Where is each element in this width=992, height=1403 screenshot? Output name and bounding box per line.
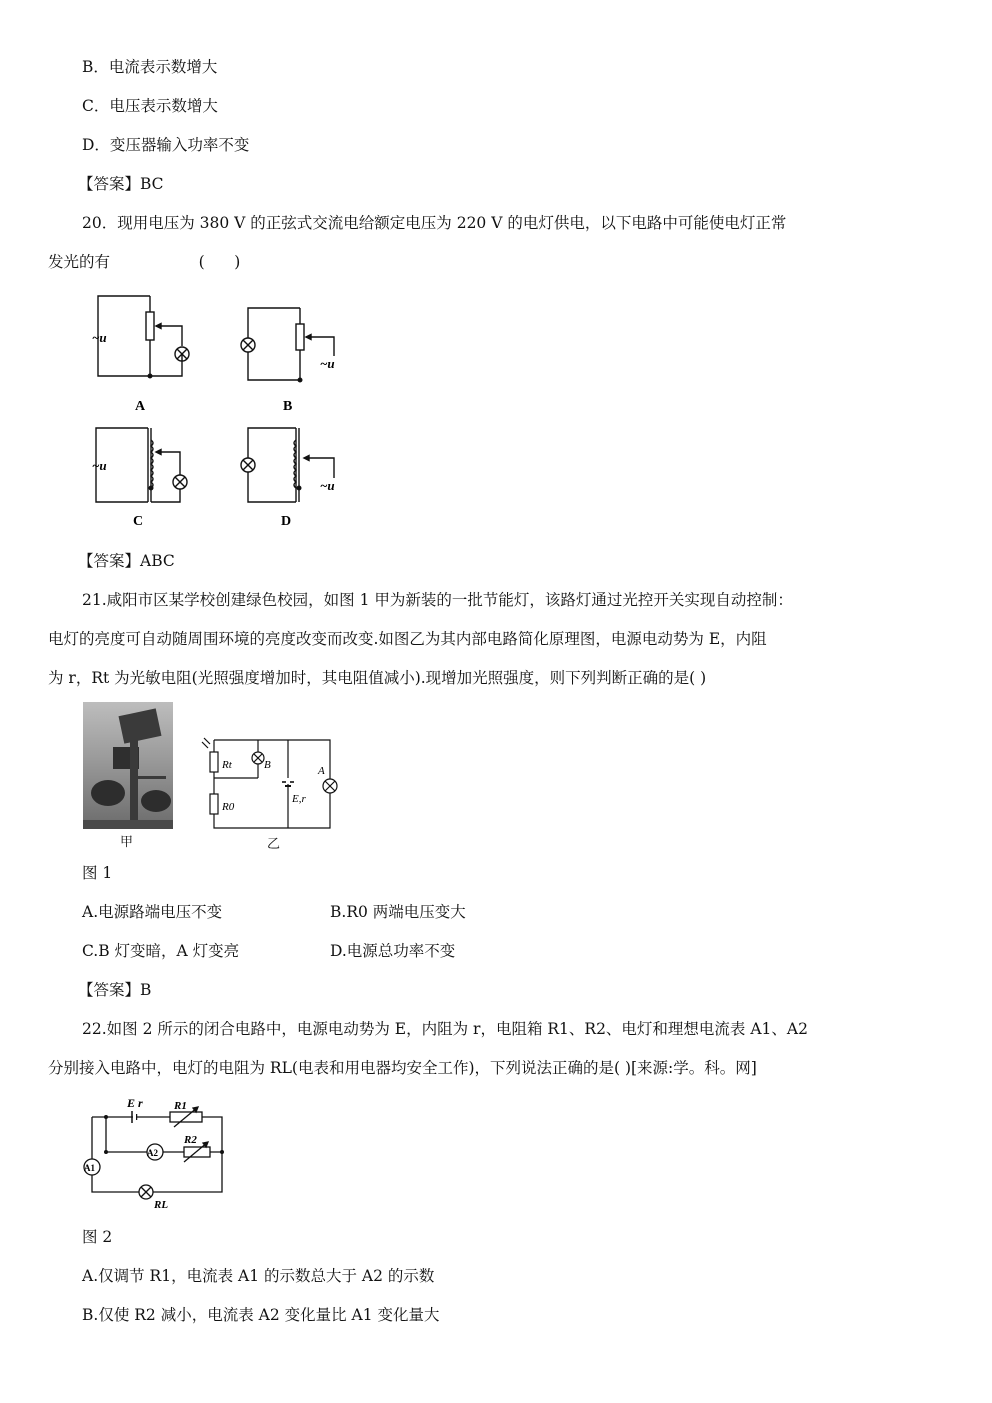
fig2-ammeter-a1: A1 (84, 1163, 95, 1173)
q21-option-c: C.B 灯变暗，A 灯变亮 (82, 942, 240, 960)
q21-option-b: B.R0 两端电压变大 (330, 903, 466, 921)
q21-line-2: 电灯的亮度可自动随周围环境的亮度改变而改变.如图乙为其内部电路简化原理图，电源电动势为 E，内阻 (48, 630, 767, 648)
q20-label-a: A (135, 399, 146, 414)
fig2-circuit (78, 1095, 238, 1213)
fig2-title: 图 2 (82, 1228, 113, 1246)
q19-option-d: D．变压器输入功率不变 (82, 136, 250, 154)
q20d-source-label: ~u (320, 478, 335, 493)
q20b-source-label: ~u (320, 356, 335, 371)
fig2-rl-label: RL (154, 1199, 169, 1211)
q20-label-d: D (281, 514, 292, 529)
q22-line-1: 22.如图 2 所示的闭合电路中，电源电动势为 E，内阻为 r，电阻箱 R1、R2、电灯和理想电流表 A1、A2 (82, 1020, 808, 1038)
q22-option-a: A.仅调节 R1，电流表 A1 的示数总大于 A2 的示数 (82, 1267, 435, 1285)
fig1-source-label: E,r (292, 793, 306, 805)
q21-line-3: 为 r，Rt 为光敏电阻(光照强度增加时，其电阻值减小).现增加光照强度，则下列判断正确的是( ) (48, 669, 707, 687)
q20c-source-label: ~u (92, 458, 107, 473)
street-lamp-photo (83, 702, 173, 829)
fig2-source-label: E r (127, 1096, 143, 1110)
q20a-source-label: ~u (92, 330, 107, 345)
q20-circuits (80, 290, 360, 535)
q20-label-b: B (283, 399, 293, 414)
fig1-lamp-b-label: B (264, 759, 271, 771)
q21-option-d: D.电源总功率不变 (330, 942, 456, 960)
q19-option-c: C．电压表示数增大 (82, 97, 218, 115)
q20-label-c: C (133, 514, 144, 529)
fig2-r1-label: R1 (174, 1100, 187, 1112)
fig1-lamp-a-label: A (318, 765, 325, 777)
q21-line-1: 21.咸阳市区某学校创建绿色校园，如图 1 甲为新装的一批节能灯，该路灯通过光控开关实现自动控制： (82, 591, 793, 609)
fig1-circuit (200, 730, 350, 840)
q20-line-1: 20．现用电压为 380 V 的正弦式交流电给额定电压为 220 V 的电灯供电，以下电路中可能使电灯正常 (82, 214, 787, 232)
fig1-r0-label: R0 (222, 801, 235, 813)
fig1-rt-label: Rt (222, 759, 232, 771)
q22-option-b: B.仅使 R2 减小，电流表 A2 变化量比 A1 变化量大 (82, 1306, 440, 1324)
q19-option-b: B．电流表示数增大 (82, 58, 218, 76)
q20-line-2: 发光的有 ( ) (48, 253, 241, 271)
q19-answer: 【答案】BC (78, 175, 164, 193)
q20-answer: 【答案】ABC (78, 552, 175, 570)
fig2-r2-label: R2 (184, 1134, 197, 1146)
q21-answer: 【答案】B (78, 981, 152, 999)
q21-option-a: A.电源路端电压不变 (82, 903, 223, 921)
q22-line-2: 分别接入电路中，电灯的电阻为 RL(电表和用电器均安全工作)，下列说法正确的是( )[来源:学。科。网] (48, 1059, 757, 1077)
fig1-caption-right: 乙 (267, 837, 281, 852)
fig1-title: 图 1 (82, 864, 113, 882)
fig2-ammeter-a2: A2 (147, 1148, 158, 1158)
fig1-caption-left: 甲 (120, 835, 134, 850)
